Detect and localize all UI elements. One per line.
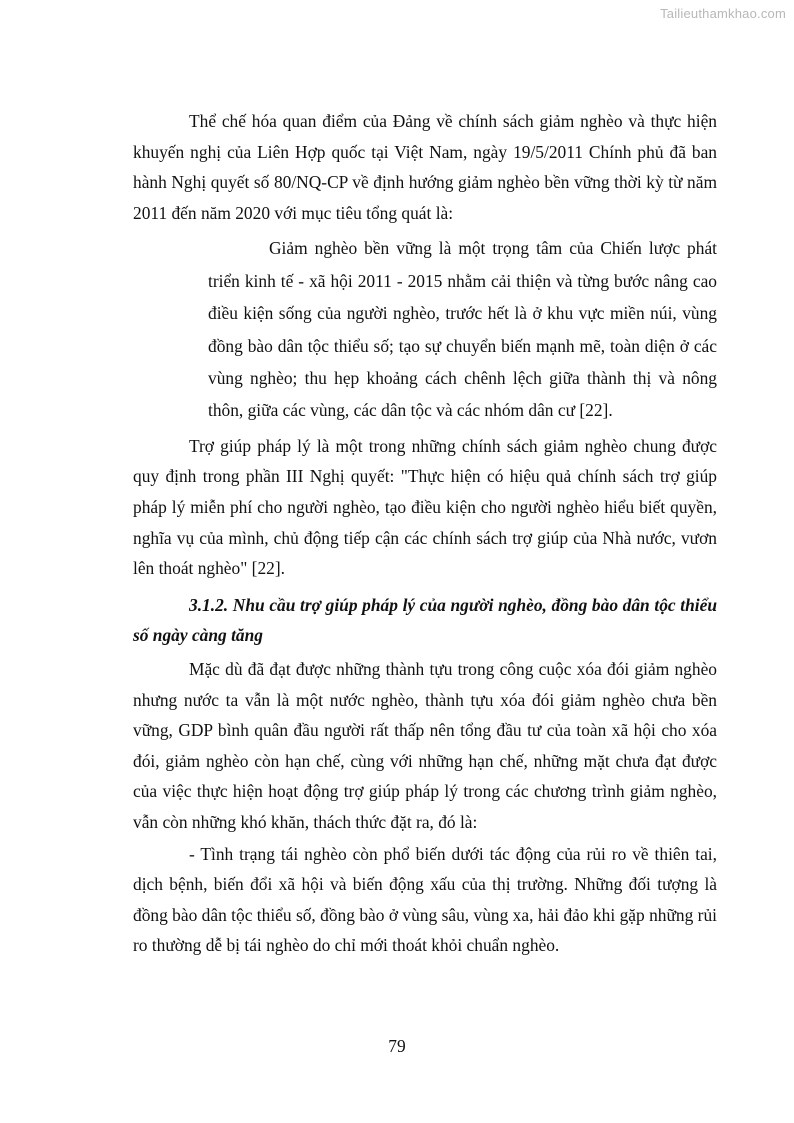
paragraph-bullet-re-poverty: - Tình trạng tái nghèo còn phổ biến dưới tác động của rủi ro về thiên tai, dịch bệnh, biến đổi xã hội và biến động xấu của thị trường. Những đối tượng là đồng bào dân tộc thiểu số, đồng bào ở vùng sâu, vùng xa, hải đảo khi gặp những rủi ro thường dễ bị tái nghèo do chỉ mới thoát khỏi chuẩn nghèo. [133, 843, 717, 956]
paragraph-intro: Thể chế hóa quan điểm của Đảng về chính sách giảm nghèo và thực hiện khuyến nghị của Liên Hợp quốc tại Việt Nam, ngày 19/5/2011 Chính phủ đã ban hành Nghị quyết số 80/NQ-CP về định hướng giảm nghèo bền vững thời kỳ từ năm 2011 đến năm 2020 với mục tiêu tổng quát là: [133, 111, 717, 223]
block-quote: Giảm nghèo bền vững là một trọng tâm của Chiến lược phát triển kinh tế - xã hội 2011 - 2015 nhằm cải thiện và từng bước nâng cao điều kiện sống của người nghèo, trước hết là ở khu vực miền núi, vùng đồng bào dân tộc thiểu số; tạo sự chuyển biến mạnh mẽ, toàn diện ở các vùng nghèo; thu hẹp khoảng cách chênh lệch giữa thành thị và nông thôn, giữa các vùng, các dân tộc và các nhóm dân cư [22]. [208, 238, 717, 421]
paragraph-legal-aid-policy: Trợ giúp pháp lý là một trong những chính sách giảm nghèo chung được quy định trong phần III Nghị quyết: "Thực hiện có hiệu quả chính sách trợ giúp pháp lý miễn phí cho người nghèo, tạo điều kiện cho người nghèo hiểu biết quyền, nghĩa vụ của mình, chủ động tiếp cận các chính sách trợ giúp của Nhà nước, vươn lên thoát nghèo" [22]. [133, 435, 717, 579]
paragraph-challenges: Mặc dù đã đạt được những thành tựu trong công cuộc xóa đói giảm nghèo nhưng nước ta vẫn là một nước nghèo, thành tựu xóa đói giảm nghèo chưa bền vững, GDP bình quân đầu người rất thấp nên tổng đầu tư của toàn xã hội cho xóa đói, giảm nghèo còn hạn chế, cùng với những hạn chế, những mặt chưa đạt được của việc thực hiện hoạt động trợ giúp pháp lý trong các chương trình giảm nghèo, vẫn còn những khó khăn, thách thức đặt ra, đó là: [133, 658, 717, 832]
document-body [133, 106, 717, 961]
page-number: 79 [388, 1036, 406, 1056]
section-heading: 3.1.2. Nhu cầu trợ giúp pháp lý của người nghèo, đồng bào dân tộc thiểu số ngày càng tăng [133, 594, 717, 646]
watermark-text: Tailieuthamkhao.com [660, 6, 786, 21]
